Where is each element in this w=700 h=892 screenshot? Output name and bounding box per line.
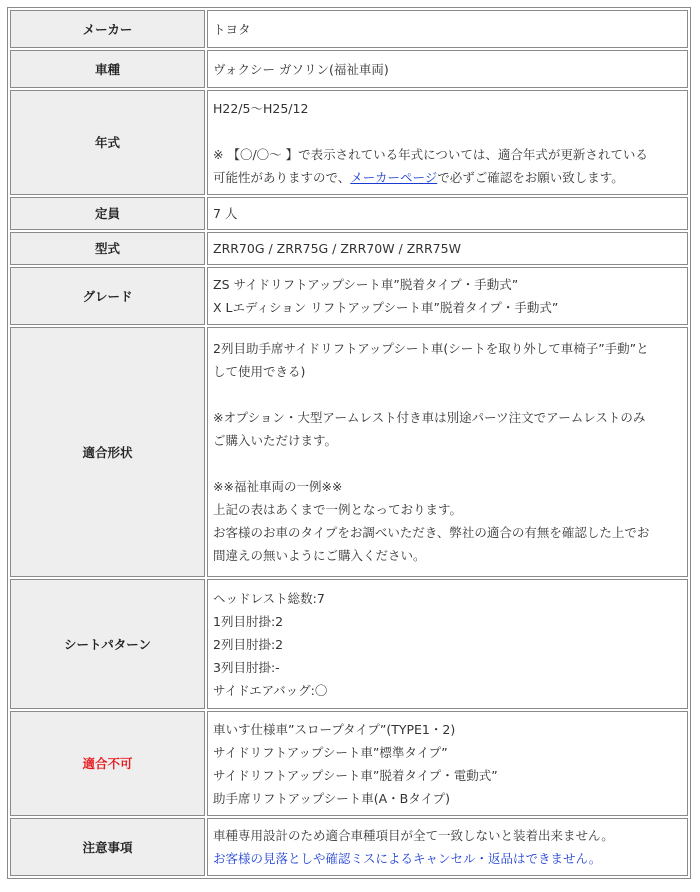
fit-line: して使用できる) [213,364,306,379]
row-not-compatible [10,711,688,816]
vehicle-spec-table [7,7,691,879]
notes-line-2: お客様の見落としや確認ミスによるキャンセル・返品はできません。 [213,851,602,866]
row-year [10,90,688,195]
year-note-pre: 可能性がありますので、 [213,169,351,185]
spacer [213,120,681,143]
grade-line-1: ZS サイドリフトアップシート車”脱着タイプ・手動式” [213,277,519,292]
row-fit-shape [10,327,688,577]
value-year [207,90,688,195]
spacer [213,383,681,406]
label-not-compatible: 適合不可 [10,711,205,816]
row-notes [10,818,688,876]
label-type-code: 型式 [10,232,205,265]
year-note-post: で必ずご確認をお願い致します。 [437,169,624,185]
fit-line: 間違えの無いようにご購入ください。 [213,548,426,563]
value-model: ヴォクシー ガソリン(福祉車両) [207,50,688,88]
value-capacity: 7 人 [207,197,688,230]
label-seat-pattern: シートパターン [10,579,205,709]
fit-line: ※オプション・大型アームレスト付き車は別途パーツ注文でアームレストのみ [213,410,646,425]
label-year: 年式 [10,90,205,195]
label-notes: 注意事項 [10,818,205,876]
row-capacity [10,197,688,230]
fit-line: ご購入いただけます。 [213,433,338,448]
year-note-line2 [213,166,681,189]
value-type-code: ZRR70G / ZRR75G / ZRR70W / ZRR75W [207,232,688,265]
incompatible-line: 助手席リフトアップシート車(A・Bタイプ) [213,790,451,806]
year-range: H22/5～H25/12 [213,100,309,116]
value-grade [207,267,688,325]
row-model [10,50,688,88]
value-seat-pattern [207,579,688,709]
year-note-line1: ※ 【〇/〇～ 】で表示されている年式については、適合年式が更新されている [213,146,648,162]
notes-line-1: 車種専用設計のため適合車種項目が全て一致しないと装着出来ません。 [213,828,614,843]
fit-line: お客様のお車のタイプをお調べいただき、弊社の適合の有無を確認した上でお [213,525,650,540]
row-maker [10,10,688,48]
label-capacity: 定員 [10,197,205,230]
value-notes [207,818,688,876]
row-type-code [10,232,688,265]
fit-line: ※※福祉車両の一例※※ [213,479,343,494]
value-fit-shape [207,327,688,577]
incompatible-line: 車いす仕様車”スロープタイプ”(TYPE1・2) [213,721,456,737]
value-maker: トヨタ [207,10,688,48]
spacer [213,452,681,475]
fit-line: 上記の表はあくまで一例となっております。 [213,502,463,517]
label-grade: グレード [10,267,205,325]
value-not-compatible [207,711,688,816]
grade-line-2: X Lエディション リフトアップシート車”脱着タイプ・手動式” [213,300,559,315]
seat-line: 1列目肘掛:2 [213,613,284,629]
label-maker: メーカー [10,10,205,48]
seat-line: ヘッドレスト総数:7 [213,590,325,606]
label-model: 車種 [10,50,205,88]
seat-line: 2列目肘掛:2 [213,636,284,652]
fit-line: 2列目助手席サイドリフトアップシート車(シートを取り外して車椅子”手動”と [213,341,649,356]
label-fit-shape: 適合形状 [10,327,205,577]
seat-line: 3列目肘掛:- [213,659,280,675]
seat-line: サイドエアバッグ:〇 [213,682,328,698]
row-seat-pattern [10,579,688,709]
row-grade [10,267,688,325]
maker-page-link[interactable]: メーカーページ [350,169,438,185]
incompatible-line: サイドリフトアップシート車”標準タイプ” [213,744,448,760]
incompatible-line: サイドリフトアップシート車”脱着タイプ・電動式” [213,767,498,783]
